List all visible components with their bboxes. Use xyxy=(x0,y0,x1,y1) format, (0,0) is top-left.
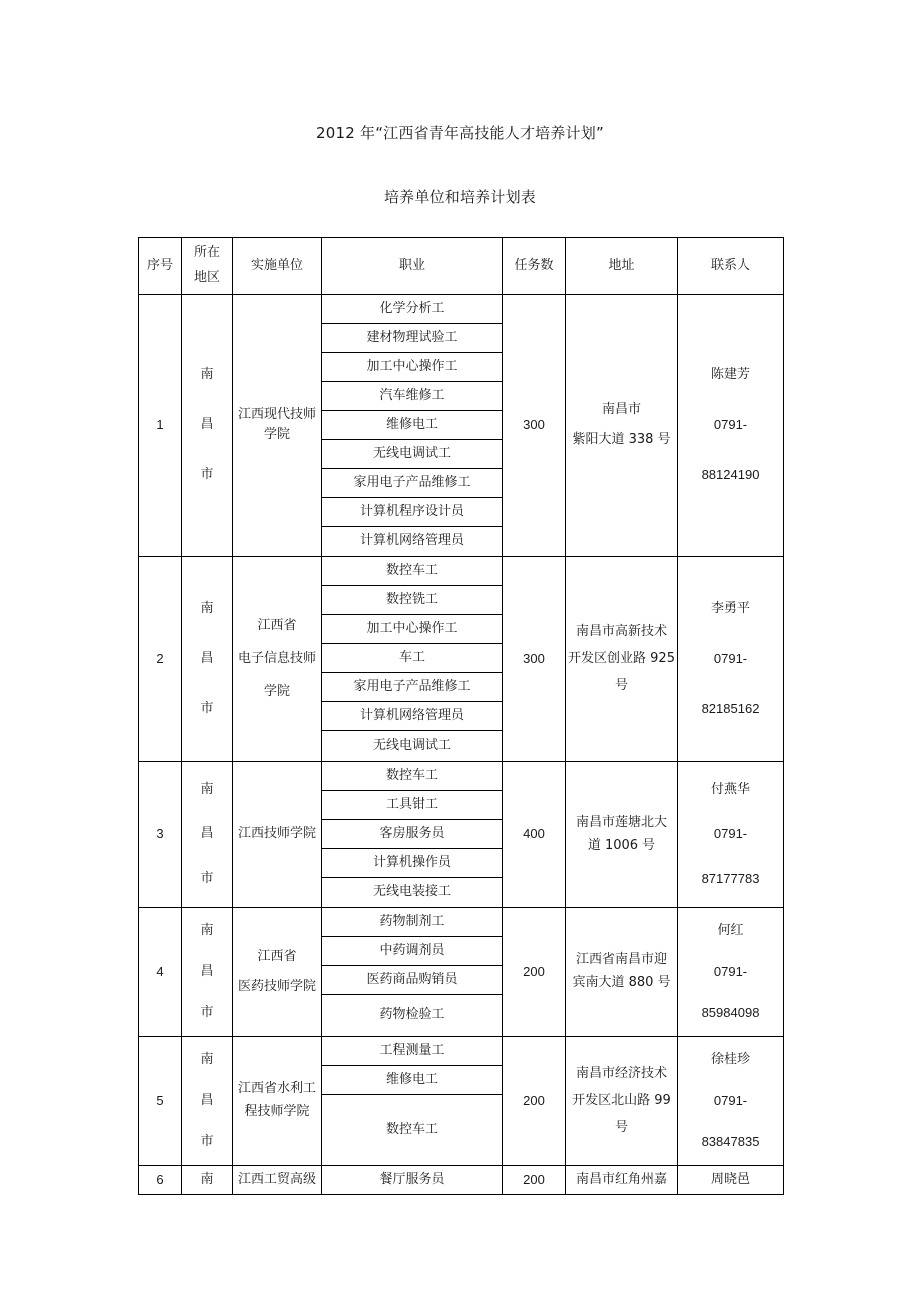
occupation-item: 加工中心操作工 xyxy=(322,353,502,382)
occupation-item: 医药商品购销员 xyxy=(322,966,502,995)
row-index: 4 xyxy=(139,908,182,1037)
header-index: 序号 xyxy=(139,238,182,295)
occupation-item: 车工 xyxy=(322,644,502,673)
occupation-item: 数控铣工 xyxy=(322,586,502,615)
phone-prefix: 0791- xyxy=(713,417,748,433)
row-quota: 300 xyxy=(503,557,566,762)
occupation-item: 计算机网络管理员 xyxy=(322,527,502,557)
region-char: 南 xyxy=(200,367,214,383)
row-quota: 200 xyxy=(503,1037,566,1166)
unit-line: 电子信息技师 xyxy=(237,650,316,666)
row-unit: 江西工贸高级 xyxy=(233,1166,322,1195)
region-char: 南 xyxy=(200,1052,214,1068)
header-region-line1: 所在 xyxy=(193,245,220,261)
occupation-item: 加工中心操作工 xyxy=(322,615,502,644)
region-char: 昌 xyxy=(200,417,214,433)
header-region-line2: 地区 xyxy=(193,270,220,286)
row-index: 3 xyxy=(139,762,182,908)
occupation-item: 家用电子产品维修工 xyxy=(322,469,502,498)
address-line: 南昌市莲塘北大 xyxy=(575,814,667,830)
row-contact xyxy=(678,295,784,557)
contact-name: 付燕华 xyxy=(710,781,750,797)
occupation-item: 建材物理试验工 xyxy=(322,324,502,353)
row-region xyxy=(182,557,233,762)
table-row xyxy=(139,908,784,1037)
row-address xyxy=(566,557,678,762)
row-address xyxy=(566,295,678,557)
occupation-item: 化学分析工 xyxy=(379,300,445,316)
row-region xyxy=(182,762,233,908)
occupation-item: 数控车工 xyxy=(385,767,438,783)
row-index: 2 xyxy=(139,557,182,762)
header-address: 地址 xyxy=(566,238,678,295)
occupation-item: 计算机操作员 xyxy=(322,849,502,878)
occupation-item: 计算机程序设计员 xyxy=(322,498,502,527)
occupation-item: 药物检验工 xyxy=(322,995,502,1037)
header-region xyxy=(182,238,233,295)
occupation-item: 维修电工 xyxy=(322,411,502,440)
address-line: 号 xyxy=(614,1119,628,1135)
address-line: 开发区创业路 925 xyxy=(568,650,675,666)
phone-prefix: 0791- xyxy=(713,1092,748,1108)
occupation-item: 维修电工 xyxy=(322,1066,502,1095)
row-address xyxy=(566,762,678,908)
occupation-item: 中药调剂员 xyxy=(322,937,502,966)
phone-number: 83847835 xyxy=(701,1133,760,1149)
row-index: 5 xyxy=(139,1037,182,1166)
region-char: 南 xyxy=(200,781,214,797)
unit-line: 程技师学院 xyxy=(244,1104,310,1120)
occupation-item: 工程测量工 xyxy=(379,1042,445,1058)
address-line: 道 1006 号 xyxy=(587,837,656,853)
phone-number: 85984098 xyxy=(701,1004,760,1020)
occupation-item: 餐厅服务员 xyxy=(322,1166,503,1195)
row-occupations xyxy=(322,557,503,762)
table-row xyxy=(139,1166,784,1195)
region-char: 昌 xyxy=(200,1092,214,1108)
row-quota: 400 xyxy=(503,762,566,908)
region-char: 南 xyxy=(200,923,214,939)
document-subtitle: 培养单位和培养计划表 xyxy=(383,188,536,206)
region-char: 昌 xyxy=(200,963,214,979)
row-region xyxy=(182,1037,233,1166)
header-quota: 任务数 xyxy=(503,238,566,295)
row-occupations xyxy=(322,762,503,908)
address-line: 南昌市红角州嘉 xyxy=(566,1166,678,1195)
row-contact xyxy=(678,908,784,1037)
phone-number: 82185162 xyxy=(701,700,760,716)
address-line: 宾南大道 880 号 xyxy=(572,975,671,991)
row-quota: 300 xyxy=(503,295,566,557)
row-contact xyxy=(678,557,784,762)
occupation-item: 药物制剂工 xyxy=(379,913,445,929)
row-unit xyxy=(233,1037,322,1166)
contact-name: 何红 xyxy=(717,923,744,939)
table-row xyxy=(139,557,784,762)
unit-line: 江西现代技师 xyxy=(237,407,316,423)
region-char: 市 xyxy=(200,700,214,716)
region-char: 昌 xyxy=(200,650,214,666)
row-unit: 江西技师学院 xyxy=(233,762,322,908)
row-address xyxy=(566,1037,678,1166)
address-line: 江西省南昌市迎 xyxy=(575,952,667,968)
phone-number: 87177783 xyxy=(701,871,760,887)
occupation-item: 计算机网络管理员 xyxy=(322,702,502,731)
address-line: 开发区北山路 99 xyxy=(572,1092,671,1108)
row-address xyxy=(566,908,678,1037)
table-row xyxy=(139,295,784,557)
address-line: 南昌市高新技术 xyxy=(575,624,667,640)
occupation-item: 数控车工 xyxy=(385,562,438,578)
region-char: 昌 xyxy=(200,826,214,842)
unit-line: 学院 xyxy=(263,684,290,700)
contact-name: 周晓邑 xyxy=(678,1166,784,1195)
row-unit xyxy=(233,908,322,1037)
phone-prefix: 0791- xyxy=(713,963,748,979)
contact-name: 陈建芳 xyxy=(710,367,750,383)
row-index: 6 xyxy=(139,1166,182,1195)
occupation-item: 数控车工 xyxy=(322,1095,502,1166)
region-char: 市 xyxy=(200,467,214,483)
occupation-item: 无线电调试工 xyxy=(322,440,502,469)
region-char: 南 xyxy=(200,600,214,616)
occupation-item: 家用电子产品维修工 xyxy=(322,673,502,702)
row-region xyxy=(182,908,233,1037)
row-contact xyxy=(678,1037,784,1166)
address-line: 南昌市经济技术 xyxy=(575,1066,667,1082)
occupation-item: 客房服务员 xyxy=(322,820,502,849)
phone-number: 88124190 xyxy=(701,467,760,483)
row-region xyxy=(182,295,233,557)
document-title: 2012 年“江西省青年高技能人才培养计划” xyxy=(316,124,604,142)
unit-line: 学院 xyxy=(263,427,290,443)
header-occupation: 职业 xyxy=(322,238,503,295)
occupation-item: 无线电调试工 xyxy=(322,731,502,762)
row-quota: 200 xyxy=(503,1166,566,1195)
unit-line: 医药技师学院 xyxy=(237,978,316,994)
contact-name: 徐桂珍 xyxy=(710,1052,750,1068)
occupation-item: 无线电装接工 xyxy=(322,878,502,908)
occupation-item: 工具钳工 xyxy=(322,791,502,820)
row-unit xyxy=(233,295,322,557)
row-quota: 200 xyxy=(503,908,566,1037)
unit-line: 江西省 xyxy=(257,948,297,964)
region-char: 市 xyxy=(200,871,214,887)
address-line: 号 xyxy=(614,677,628,693)
row-region: 南 xyxy=(182,1166,233,1195)
header-row xyxy=(139,238,784,295)
occupation-item: 汽车维修工 xyxy=(322,382,502,411)
address-line: 南昌市 xyxy=(601,402,641,418)
region-char: 市 xyxy=(200,1133,214,1149)
row-occupations xyxy=(322,1037,503,1166)
table-row xyxy=(139,762,784,908)
contact-name: 李勇平 xyxy=(710,600,750,616)
training-plan-table xyxy=(138,237,784,1195)
table-row xyxy=(139,1037,784,1166)
address-line: 紫阳大道 338 号 xyxy=(572,432,671,448)
region-char: 市 xyxy=(200,1004,214,1020)
row-index: 1 xyxy=(139,295,182,557)
phone-prefix: 0791- xyxy=(713,650,748,666)
unit-line: 江西省 xyxy=(257,617,297,633)
row-occupations xyxy=(322,295,503,557)
row-contact xyxy=(678,762,784,908)
header-unit: 实施单位 xyxy=(233,238,322,295)
phone-prefix: 0791- xyxy=(713,826,748,842)
row-unit xyxy=(233,557,322,762)
row-occupations xyxy=(322,908,503,1037)
header-contact: 联系人 xyxy=(678,238,784,295)
unit-line: 江西省水利工 xyxy=(237,1081,316,1097)
